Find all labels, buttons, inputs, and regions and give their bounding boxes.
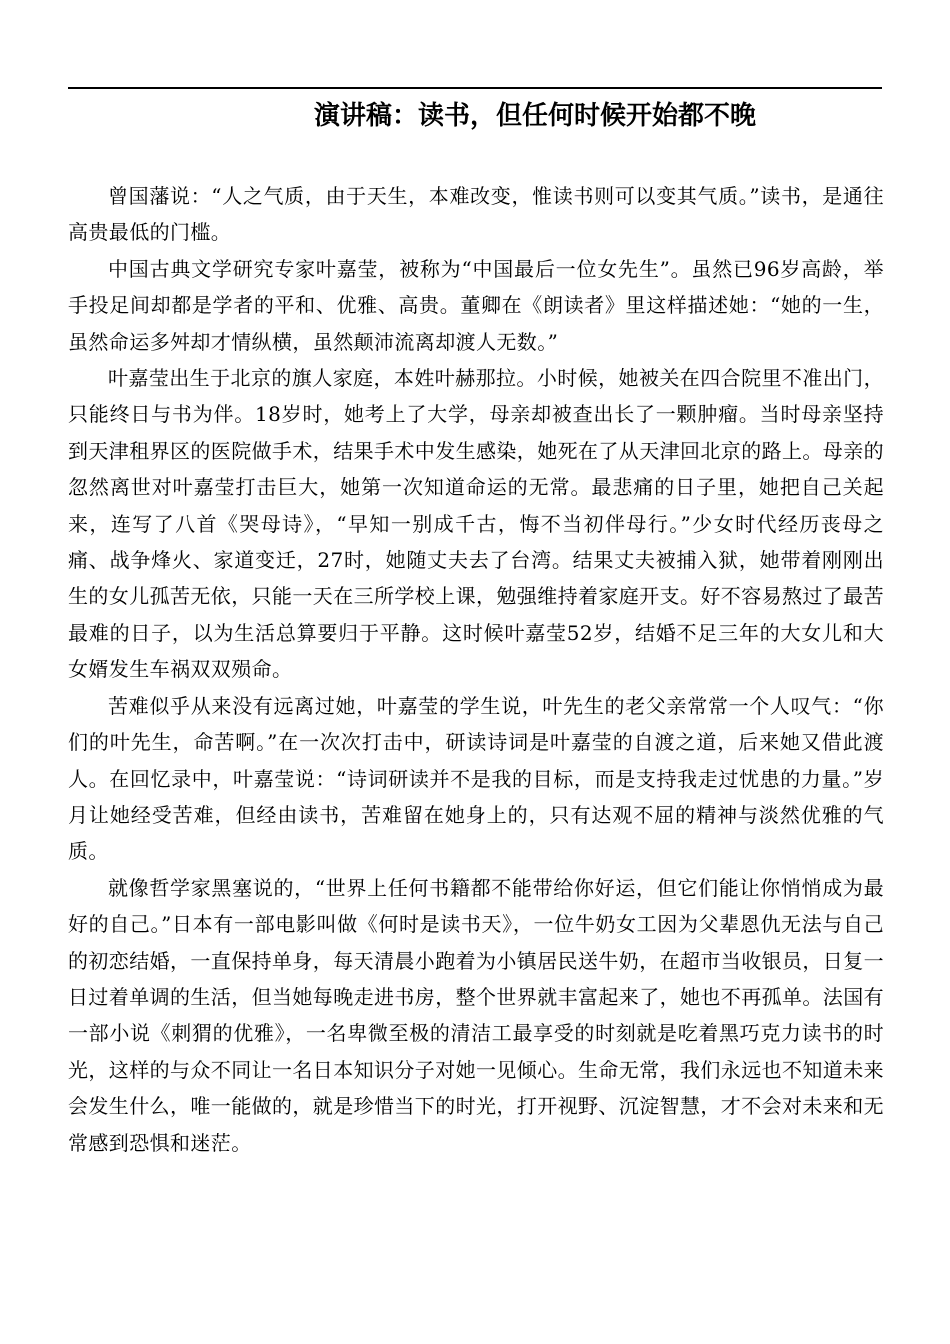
paragraph-4: 苦难似乎从来没有远离过她，叶嘉莹的学生说，叶先生的老父亲常常一个人叹气：“你们的叶先生，命苦啊。”在一次次打击中，研读诗词是叶嘉莹的自渡之道，后来她又借此渡人。在回忆录中，叶嘉莹说：“诗词研读并不是我的目标，而是支持我走过忧患的力量。”岁月让她经受苦难，但经由读书，苦难留在她身上的，只有达观不屈的精神与淡然优雅的气质。	[68, 693, 884, 864]
paragraph-1: 曾国藩说：“人之气质，由于天生，本难改变，惟读书则可以变其气质。”读书，是通往高贵最低的门槛。	[68, 184, 884, 245]
paragraph-2: 中国古典文学研究专家叶嘉莹，被称为“中国最后一位女先生”。虽然已96岁高龄，举手投足间却都是学者的平和、优雅、高贵。董卿在《朗读者》里这样描述她：“她的一生，虽然命运多舛却才情纵横，虽然颠沛流离却渡人无数。”	[68, 256, 884, 354]
header-rule	[68, 87, 882, 89]
paragraph-3: 叶嘉莹出生于北京的旗人家庭，本姓叶赫那拉。小时候，她被关在四合院里不准出门，只能终日与书为伴。18岁时，她考上了大学，母亲却被查出长了一颗肿瘤。当时母亲坚持到天津租界区的医院做手术，结果手术中发生感染，她死在了从天津回北京的路上。母亲的忽然离世对叶嘉莹打击巨大，她第一次知道命运的无常。最悲痛的日子里，她把自己关起来，连写了八首《哭母诗》，“早知一别成千古，悔不当初伴母行。”少女时代经历丧母之痛、战争烽火、家道变迁，27时，她随丈夫去了台湾。结果丈夫被捕入狱，她带着刚刚出生的女儿孤苦无依，只能一天在三所学校上课，勉强维持着家庭开支。好不容易熬过了最苦最难的日子，以为生活总算要归于平静。这时候叶嘉莹52岁，结婚不足三年的大女儿和大女婿发生车祸双双殒命。	[68, 366, 884, 682]
document-body	[68, 178, 884, 1161]
document-title: 演讲稿：读书，但任何时候开始都不晚	[313, 101, 756, 131]
paragraph-5: 就像哲学家黑塞说的，“世界上任何书籍都不能带给你好运，但它们能让你悄悄成为最好的自己。”日本有一部电影叫做《何时是读书天》，一位牛奶女工因为父辈恩仇无法与自己的初恋结婚，一直保持单身，每天清晨小跑着为小镇居民送牛奶，在超市当收银员，日复一日过着单调的生活，但当她每晚走进书房，整个世界就丰富起来了，她也不再孤单。法国有一部小说《刺猬的优雅》，一名卑微至极的清洁工最享受的时刻就是吃着黑巧克力读书的时光，这样的与众不同让一名日本知识分子对她一见倾心。生命无常，我们永远也不知道未来会发生什么，唯一能做的，就是珍惜当下的时光，打开视野、沉淀智慧，才不会对未来和无常感到恐惧和迷茫。	[68, 875, 884, 1155]
